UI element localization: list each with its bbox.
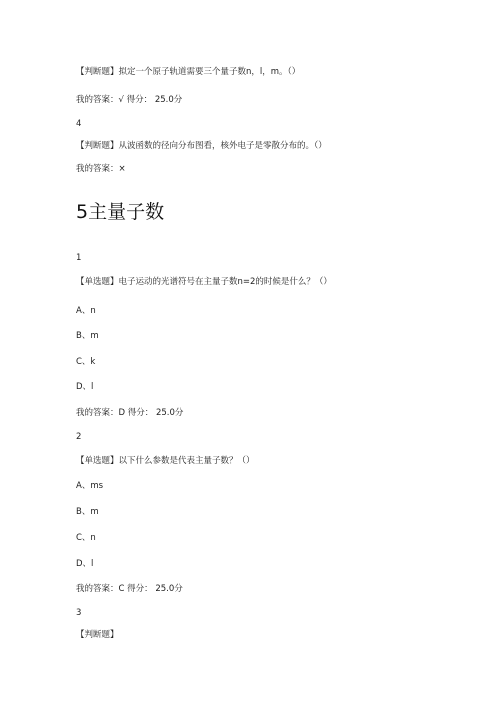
option-a: A、n (76, 306, 96, 316)
option-c: C、k (76, 357, 96, 367)
option-d: D、l (76, 382, 94, 392)
option-a: A、ms (76, 481, 104, 491)
answer-line: 我的答案：D 得分： 25.0分 (76, 408, 184, 418)
question-text: 【判断题】从波函数的径向分布图看，核外电子是零散分布的。（） (76, 141, 327, 151)
question-text: 【判断题】 (76, 630, 119, 640)
section-heading: 5主量子数 (76, 201, 165, 223)
question-text: 【单选题】以下什么参数是代表主量子数？（） (76, 456, 255, 466)
answer-line: 我的答案：C 得分： 25.0分 (76, 584, 183, 594)
question-number: 4 (76, 119, 82, 129)
answer-line: 我的答案：√ 得分： 25.0分 (76, 95, 183, 105)
question-text: 【判断题】拟定一个原子轨道需要三个量子数n，l，m。（） (76, 67, 301, 77)
option-c: C、n (76, 533, 96, 543)
option-b: B、m (76, 507, 99, 517)
option-d: D、l (76, 559, 94, 569)
answer-line: 我的答案：× (76, 164, 126, 174)
question-number: 1 (76, 253, 82, 263)
option-b: B、m (76, 331, 99, 341)
question-number: 2 (76, 432, 82, 442)
question-text: 【单选题】电子运动的光谱符号在主量子数n=2的时候是什么？（） (76, 277, 332, 287)
question-number: 3 (76, 608, 82, 618)
